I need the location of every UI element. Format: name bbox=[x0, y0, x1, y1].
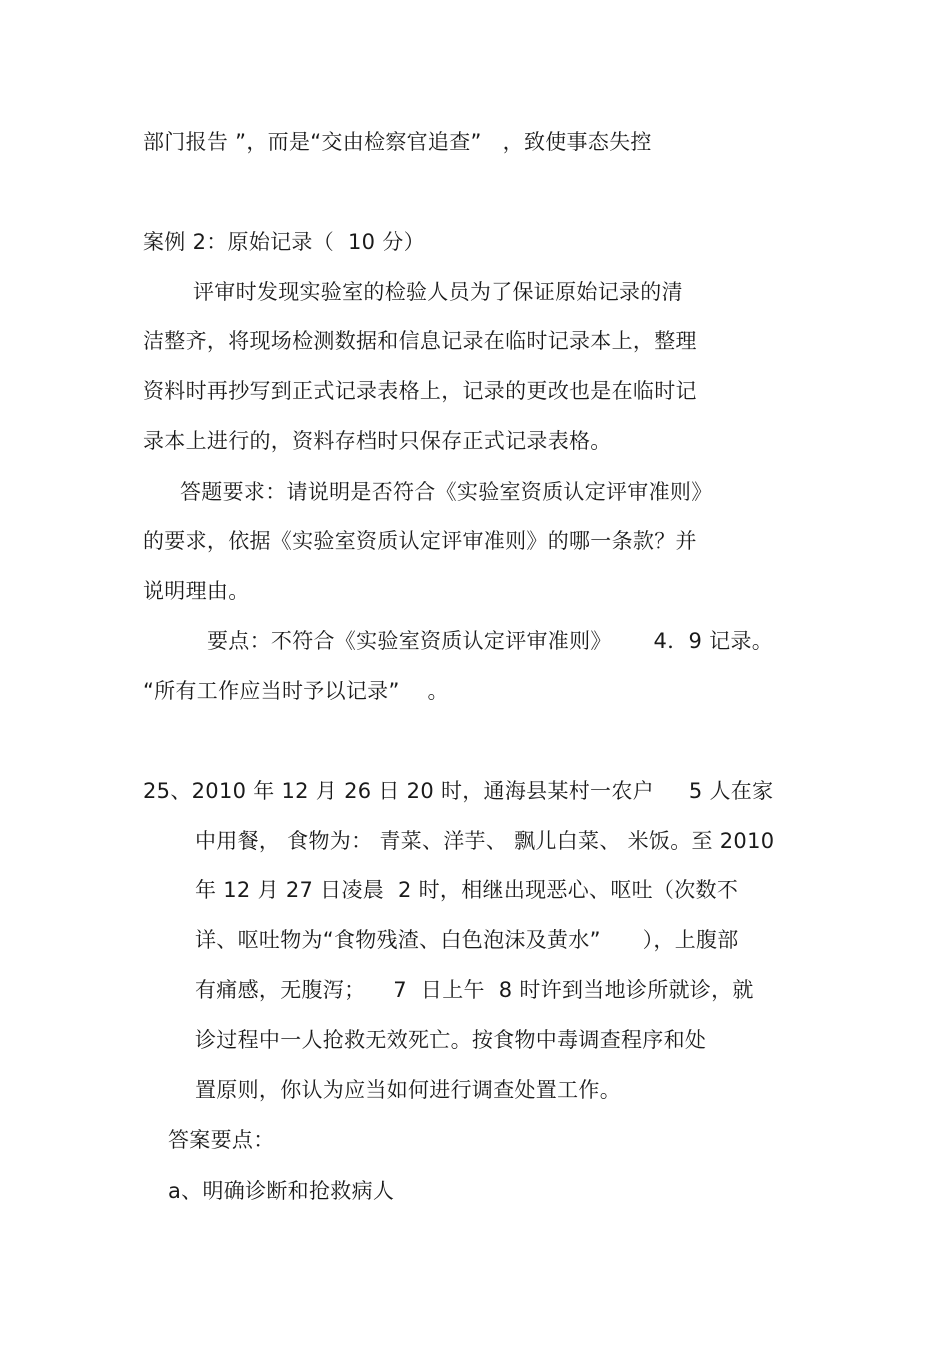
text-line-6: 录本上进行的，资料存档时只保存正式记录表格。 bbox=[143, 429, 612, 453]
text-line-11: “所有工作应当时予以记录” 。 bbox=[143, 679, 449, 703]
key-point: 要点：不符合《实验室资质认定评审准则》 4．9 记录。 bbox=[207, 629, 774, 653]
answer-item-a: a、明确诊断和抢救病人 bbox=[168, 1179, 395, 1203]
text-line-16: 有痛感，无腹泻； 7 日上午 8 时许到当地诊所就诊，就 bbox=[195, 978, 754, 1002]
question-requirement: 答题要求：请说明是否符合《实验室资质认定评审准则》 bbox=[180, 480, 713, 504]
text-line-13: 中用餐， 食物为： 青菜、洋芋、 飘儿白菜、 米饭。至 2010 bbox=[195, 829, 775, 853]
text-line-18: 置原则，你认为应当如何进行调查处置工作。 bbox=[195, 1078, 621, 1102]
answer-heading: 答案要点： bbox=[168, 1128, 275, 1152]
text-line-4: 洁整齐，将现场检测数据和信息记录在临时记录本上，整理 bbox=[143, 329, 697, 353]
text-line-17: 诊过程中一人抢救无效死亡。按食物中毒调查程序和处 bbox=[195, 1028, 707, 1052]
text-line-9: 说明理由。 bbox=[143, 579, 250, 603]
text-line-5: 资料时再抄写到正式记录表格上，记录的更改也是在临时记 bbox=[143, 379, 697, 403]
text-line-3: 评审时发现实验室的检验人员为了保证原始记录的清 bbox=[193, 280, 683, 304]
text-line-14: 年 12 月 27 日凌晨 2 时，相继出现恶心、呕吐（次数不 bbox=[195, 878, 739, 902]
text-line-1: 部门报告 ”，而是“交由检察官追查” ，致使事态失控 bbox=[143, 130, 652, 154]
case-heading: 案例 2：原始记录（ 10 分） bbox=[143, 230, 425, 254]
text-line-8: 的要求，依据《实验室资质认定评审准则》的哪一条款？并 bbox=[143, 529, 697, 553]
question-25: 25、2010 年 12 月 26 日 20 时，通海县某村一农户 5 人在家 bbox=[143, 779, 774, 803]
text-line-15: 详、呕吐物为“食物残渣、白色泡沫及黄水” ），上腹部 bbox=[195, 928, 739, 952]
